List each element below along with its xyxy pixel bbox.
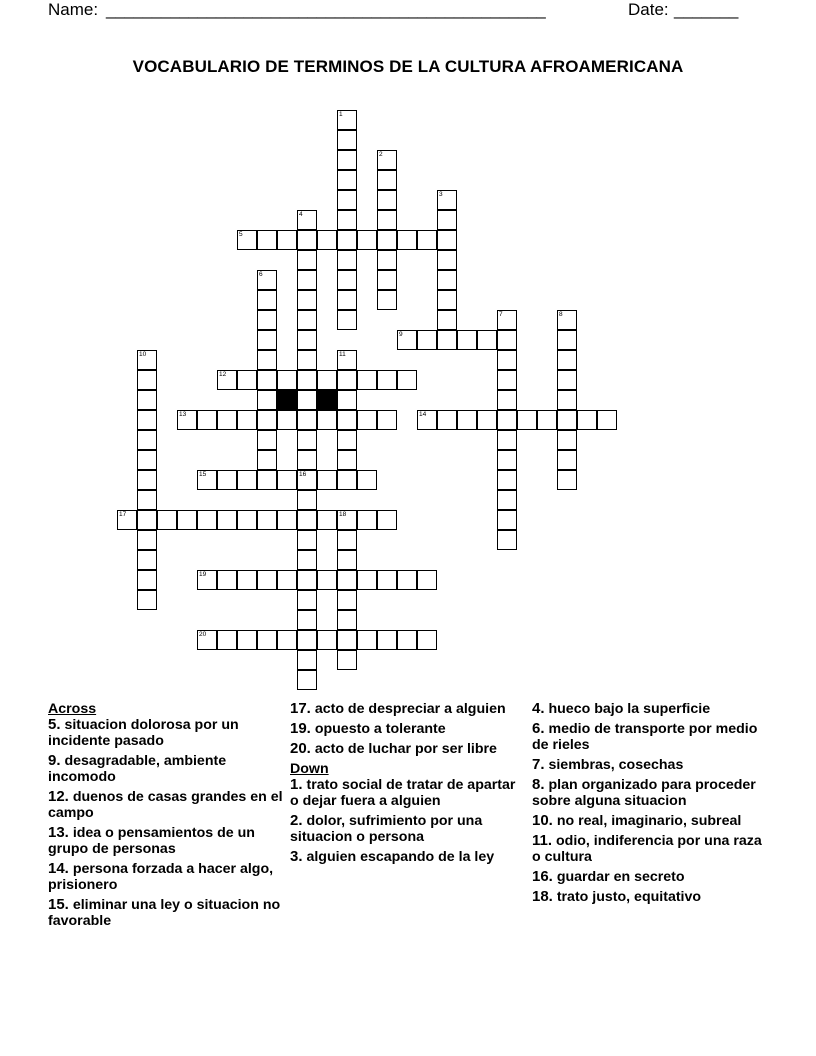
- clues-column-3: [532, 701, 768, 909]
- clue-number: 2: [379, 151, 383, 158]
- grid-cell[interactable]: [137, 470, 157, 490]
- grid-cell[interactable]: [277, 370, 297, 390]
- grid-cell[interactable]: [397, 330, 417, 350]
- grid-cell[interactable]: [297, 450, 317, 470]
- clue-number: 7: [499, 311, 503, 318]
- grid-cell[interactable]: [177, 410, 197, 430]
- grid-cell[interactable]: [137, 530, 157, 550]
- grid-cell[interactable]: [337, 570, 357, 590]
- page-title: VOCABULARIO DE TERMINOS DE LA CULTURA AFROAMERICANA: [132, 57, 684, 76]
- grid-cell[interactable]: [377, 270, 397, 290]
- grid-cell[interactable]: [377, 230, 397, 250]
- grid-cell[interactable]: [297, 550, 317, 570]
- clue-across-12: 12. duenos de casas grandes en el campo: [48, 788, 283, 821]
- grid-cell[interactable]: [257, 390, 277, 410]
- grid-cell[interactable]: [437, 290, 457, 310]
- grid-cell[interactable]: [317, 510, 337, 530]
- grid-cell[interactable]: [397, 230, 417, 250]
- clue-number: 20: [199, 631, 207, 638]
- grid-cell[interactable]: [297, 610, 317, 630]
- grid-cell[interactable]: [137, 430, 157, 450]
- grid-cell[interactable]: [297, 510, 317, 530]
- grid-cell[interactable]: [137, 550, 157, 570]
- date-label: Date:: [628, 0, 669, 19]
- grid-cell[interactable]: [257, 570, 277, 590]
- grid-cell[interactable]: [377, 510, 397, 530]
- grid-cell[interactable]: [137, 490, 157, 510]
- grid-cell[interactable]: [277, 510, 297, 530]
- grid-cell[interactable]: [337, 130, 357, 150]
- grid-cell[interactable]: [357, 470, 377, 490]
- clue-across-5: 5. situacion dolorosa por un incidente pasado: [48, 716, 239, 749]
- clue-number: 8: [559, 311, 563, 318]
- grid-cell[interactable]: [557, 310, 577, 330]
- grid-cell[interactable]: [497, 410, 517, 430]
- grid-cell[interactable]: [377, 630, 397, 650]
- clue-across-9: 9. desagradable, ambiente incomodo: [48, 752, 227, 785]
- clue-number: 12: [219, 371, 227, 378]
- grid-cell[interactable]: [197, 410, 217, 430]
- grid-cell[interactable]: [497, 490, 517, 510]
- grid-cell[interactable]: [137, 390, 157, 410]
- clue-down-8: 8. plan organizado para proceder sobre alguna situacion: [532, 776, 756, 809]
- grid-cell[interactable]: [217, 570, 237, 590]
- grid-cell[interactable]: [257, 290, 277, 310]
- grid-cell[interactable]: [417, 630, 437, 650]
- grid-cell[interactable]: [437, 210, 457, 230]
- grid-cell[interactable]: [577, 410, 597, 430]
- grid-cell[interactable]: [297, 210, 317, 230]
- grid-cell[interactable]: [257, 350, 277, 370]
- clue-across-20: 20. acto de luchar por ser libre: [290, 740, 497, 757]
- grid-cell[interactable]: [317, 410, 337, 430]
- grid-cell[interactable]: [437, 190, 457, 210]
- clue-number: 14: [419, 411, 427, 418]
- grid-cell[interactable]: [317, 630, 337, 650]
- grid-cell[interactable]: [297, 490, 317, 510]
- grid-cell[interactable]: [337, 370, 357, 390]
- grid-cell[interactable]: [257, 370, 277, 390]
- grid-cell[interactable]: [157, 510, 177, 530]
- grid-cell[interactable]: [437, 230, 457, 250]
- grid-cell[interactable]: [377, 250, 397, 270]
- clue-number: 15: [199, 471, 207, 478]
- grid-cell[interactable]: [277, 230, 297, 250]
- grid-cell[interactable]: [357, 410, 377, 430]
- clue-down-18: 18. trato justo, equitativo: [532, 888, 702, 905]
- grid-cell[interactable]: [557, 470, 577, 490]
- clue-down-3: 3. alguien escapando de la ley: [290, 848, 495, 865]
- name-label: Name:: [48, 0, 99, 19]
- grid-cell[interactable]: [337, 510, 357, 530]
- grid-cell[interactable]: [337, 190, 357, 210]
- grid-cell[interactable]: [297, 290, 317, 310]
- grid-cell[interactable]: [557, 330, 577, 350]
- grid-cell[interactable]: [277, 570, 297, 590]
- grid-cell[interactable]: [357, 630, 377, 650]
- grid-cell[interactable]: [377, 570, 397, 590]
- grid-cell[interactable]: [497, 450, 517, 470]
- grid-cell[interactable]: [297, 370, 317, 390]
- grid-cell[interactable]: [297, 470, 317, 490]
- name-field-line[interactable]: ________________________________________________: [106, 0, 546, 19]
- grid-cell[interactable]: [437, 310, 457, 330]
- grid-cell[interactable]: [437, 270, 457, 290]
- grid-cell[interactable]: [257, 330, 277, 350]
- grid-cell[interactable]: [277, 410, 297, 430]
- clues-column-2: [290, 701, 526, 869]
- grid-cell[interactable]: [557, 410, 577, 430]
- grid-cell[interactable]: [497, 390, 517, 410]
- grid-cell[interactable]: [297, 230, 317, 250]
- grid-cell[interactable]: [257, 450, 277, 470]
- grid-cell[interactable]: [377, 370, 397, 390]
- grid-cell[interactable]: [297, 430, 317, 450]
- grid-cell[interactable]: [277, 630, 297, 650]
- grid-cell[interactable]: [437, 410, 457, 430]
- grid-cell[interactable]: [537, 410, 557, 430]
- grid-cell[interactable]: [377, 290, 397, 310]
- grid-cell[interactable]: [337, 110, 357, 130]
- grid-cell[interactable]: [557, 450, 577, 470]
- grid-cell[interactable]: [297, 390, 317, 410]
- grid-cell[interactable]: [557, 350, 577, 370]
- grid-cell[interactable]: [317, 470, 337, 490]
- clue-number: 16: [299, 471, 307, 478]
- clue-number: 18: [339, 511, 347, 518]
- grid-cell[interactable]: [357, 570, 377, 590]
- grid-cell[interactable]: [357, 510, 377, 530]
- grid-cell[interactable]: [397, 570, 417, 590]
- grid-cell[interactable]: [297, 630, 317, 650]
- grid-cell[interactable]: [257, 510, 277, 530]
- grid-cell[interactable]: [337, 470, 357, 490]
- grid-cell[interactable]: [297, 590, 317, 610]
- grid-cell[interactable]: [257, 430, 277, 450]
- grid-cell[interactable]: [337, 170, 357, 190]
- grid-cell[interactable]: [477, 410, 497, 430]
- grid-cell[interactable]: [297, 350, 317, 370]
- grid-cell[interactable]: [357, 370, 377, 390]
- grid-cell[interactable]: [217, 410, 237, 430]
- grid-cell[interactable]: [297, 670, 317, 690]
- grid-cell[interactable]: [137, 570, 157, 590]
- clue-number: 6: [259, 271, 263, 278]
- grid-cell[interactable]: [417, 570, 437, 590]
- clue-down-1: 1. trato social de tratar de apartar o dejar fuera a alguien: [290, 776, 516, 809]
- clue-number: 17: [119, 511, 127, 518]
- grid-cell[interactable]: [137, 410, 157, 430]
- grid-cell[interactable]: [497, 530, 517, 550]
- grid-cell[interactable]: [337, 230, 357, 250]
- clue-number: 9: [399, 331, 403, 338]
- clue-across-19: 19. opuesto a tolerante: [290, 720, 446, 737]
- grid-cell[interactable]: [497, 370, 517, 390]
- grid-cell[interactable]: [137, 510, 157, 530]
- grid-cell[interactable]: [437, 330, 457, 350]
- grid-cell[interactable]: [337, 350, 357, 370]
- grid-cell[interactable]: [497, 430, 517, 450]
- date-field-line[interactable]: _______: [674, 0, 739, 19]
- grid-cell[interactable]: [257, 410, 277, 430]
- grid-cell[interactable]: [377, 210, 397, 230]
- clues-column-1: [48, 701, 284, 933]
- grid-cell[interactable]: [597, 410, 617, 430]
- grid-cell[interactable]: [137, 590, 157, 610]
- grid-cell[interactable]: [417, 330, 437, 350]
- grid-cell[interactable]: [237, 370, 257, 390]
- grid-cell[interactable]: [317, 370, 337, 390]
- grid-cell[interactable]: [337, 550, 357, 570]
- clue-number: 19: [199, 571, 207, 578]
- clue-down-2: 2. dolor, sufrimiento por una situacion o persona: [290, 812, 483, 845]
- grid-cell[interactable]: [197, 630, 217, 650]
- grid-cell[interactable]: [557, 370, 577, 390]
- black-cell: [277, 390, 297, 410]
- clue-down-16: 16. guardar en secreto: [532, 868, 685, 885]
- clue-down-4: 4. hueco bajo la superficie: [532, 700, 711, 717]
- black-cell: [317, 390, 337, 410]
- grid-cell[interactable]: [237, 570, 257, 590]
- grid-cell[interactable]: [457, 330, 477, 350]
- grid-cell[interactable]: [137, 350, 157, 370]
- grid-cell[interactable]: [297, 270, 317, 290]
- grid-cell[interactable]: [497, 350, 517, 370]
- grid-cell[interactable]: [237, 470, 257, 490]
- grid-cell[interactable]: [337, 150, 357, 170]
- grid-cell[interactable]: [257, 310, 277, 330]
- grid-cell[interactable]: [497, 470, 517, 490]
- grid-cell[interactable]: [417, 230, 437, 250]
- grid-cell[interactable]: [437, 250, 457, 270]
- grid-cell[interactable]: [337, 290, 357, 310]
- grid-cell[interactable]: [137, 370, 157, 390]
- grid-cell[interactable]: [217, 510, 237, 530]
- grid-cell[interactable]: [417, 410, 437, 430]
- grid-cell[interactable]: [197, 470, 217, 490]
- clue-across-13: 13. idea o pensamientos de un grupo de personas: [48, 824, 255, 857]
- grid-cell[interactable]: [337, 450, 357, 470]
- grid-cell[interactable]: [297, 250, 317, 270]
- grid-cell[interactable]: [237, 230, 257, 250]
- clue-number: 1: [339, 111, 343, 118]
- grid-cell[interactable]: [257, 270, 277, 290]
- grid-cell[interactable]: [217, 470, 237, 490]
- clue-number: 11: [339, 351, 346, 358]
- grid-cell[interactable]: [297, 310, 317, 330]
- grid-cell[interactable]: [497, 330, 517, 350]
- grid-cell[interactable]: [337, 590, 357, 610]
- grid-cell[interactable]: [337, 410, 357, 430]
- clue-number: 3: [439, 191, 443, 198]
- grid-cell[interactable]: [197, 510, 217, 530]
- clue-number: 10: [139, 351, 147, 358]
- grid-cell[interactable]: [337, 390, 357, 410]
- down-heading: Down: [290, 761, 329, 777]
- across-heading: Across: [48, 701, 97, 717]
- grid-cell[interactable]: [337, 650, 357, 670]
- grid-cell[interactable]: [257, 470, 277, 490]
- clue-down-7: 7. siembras, cosechas: [532, 756, 684, 773]
- grid-cell[interactable]: [297, 410, 317, 430]
- clue-number: 13: [179, 411, 187, 418]
- grid-cell[interactable]: [557, 430, 577, 450]
- grid-cell[interactable]: [117, 510, 137, 530]
- grid-cell[interactable]: [337, 630, 357, 650]
- clue-across-17: 17. acto de despreciar a alguien: [290, 700, 506, 717]
- grid-cell[interactable]: [237, 510, 257, 530]
- clue-number: 4: [299, 211, 303, 218]
- grid-cell[interactable]: [257, 630, 277, 650]
- grid-cell[interactable]: [297, 530, 317, 550]
- clue-down-11: 11. odio, indiferencia por una raza o cultura: [532, 832, 762, 865]
- grid-cell[interactable]: [477, 330, 497, 350]
- grid-cell[interactable]: [377, 170, 397, 190]
- grid-cell[interactable]: [237, 410, 257, 430]
- grid-cell[interactable]: [277, 470, 297, 490]
- grid-cell[interactable]: [337, 210, 357, 230]
- grid-cell[interactable]: [337, 250, 357, 270]
- grid-cell[interactable]: [337, 430, 357, 450]
- grid-cell[interactable]: [297, 330, 317, 350]
- clue-across-15: 15. eliminar una ley o situacion no favorable: [48, 896, 281, 929]
- grid-cell[interactable]: [337, 530, 357, 550]
- grid-cell[interactable]: [497, 510, 517, 530]
- grid-cell[interactable]: [357, 230, 377, 250]
- grid-cell[interactable]: [137, 450, 157, 470]
- grid-cell[interactable]: [317, 230, 337, 250]
- clue-across-14: 14. persona forzada a hacer algo, prisionero: [48, 860, 274, 893]
- grid-cell[interactable]: [377, 150, 397, 170]
- grid-cell[interactable]: [517, 410, 537, 430]
- grid-cell[interactable]: [237, 630, 257, 650]
- grid-cell[interactable]: [217, 370, 237, 390]
- grid-cell[interactable]: [397, 630, 417, 650]
- grid-cell[interactable]: [377, 190, 397, 210]
- grid-cell[interactable]: [337, 310, 357, 330]
- grid-cell[interactable]: [217, 630, 237, 650]
- grid-cell[interactable]: [377, 410, 397, 430]
- clue-down-10: 10. no real, imaginario, subreal: [532, 812, 742, 829]
- grid-cell[interactable]: [317, 570, 337, 590]
- clue-number: 5: [239, 231, 243, 238]
- grid-cell[interactable]: [297, 650, 317, 670]
- grid-cell[interactable]: [497, 310, 517, 330]
- grid-cell[interactable]: [197, 570, 217, 590]
- grid-cell[interactable]: [337, 270, 357, 290]
- grid-cell[interactable]: [557, 390, 577, 410]
- grid-cell[interactable]: [297, 570, 317, 590]
- grid-cell[interactable]: [397, 370, 417, 390]
- grid-cell[interactable]: [457, 410, 477, 430]
- grid-cell[interactable]: [257, 230, 277, 250]
- grid-cell[interactable]: [337, 610, 357, 630]
- clue-down-6: 6. medio de transporte por medio de rieles: [532, 720, 758, 753]
- grid-cell[interactable]: [177, 510, 197, 530]
